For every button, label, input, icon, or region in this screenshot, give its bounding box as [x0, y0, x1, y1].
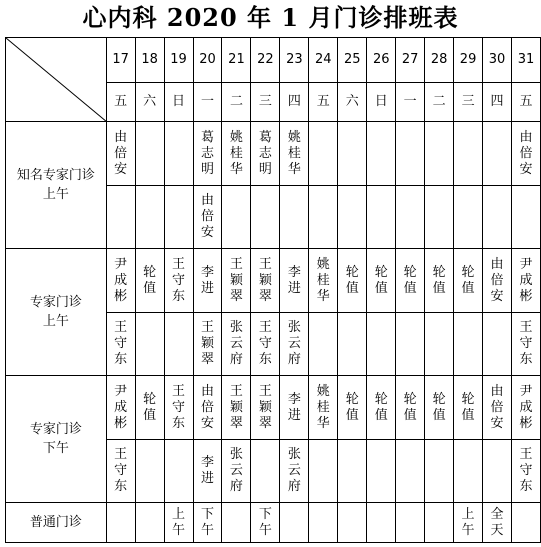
- schedule-cell: [193, 122, 222, 186]
- schedule-row: [6, 503, 541, 543]
- schedule-cell: [164, 122, 193, 186]
- schedule-cell: [483, 249, 512, 313]
- schedule-cell: [135, 249, 164, 313]
- weekday-cell: 日: [367, 83, 396, 122]
- schedule-cell: [222, 313, 251, 376]
- schedule-cell: [309, 313, 338, 376]
- date-cell: 21: [222, 38, 251, 83]
- doctor-name: 王颖翠: [258, 383, 272, 431]
- schedule-cell: [135, 440, 164, 503]
- schedule-cell: [222, 249, 251, 313]
- schedule-cell: [280, 503, 309, 543]
- doctor-name: 姚桂华: [229, 129, 243, 177]
- doctor-name: 王守东: [519, 320, 533, 367]
- doctor-name: 轮值: [345, 391, 359, 423]
- schedule-cell: [338, 313, 367, 376]
- schedule-cell: [280, 122, 309, 186]
- schedule-cell: [193, 376, 222, 440]
- schedule-cell: [106, 440, 135, 503]
- schedule-cell: [483, 122, 512, 186]
- doctor-name: 轮值: [432, 391, 446, 423]
- section-label: [6, 122, 107, 249]
- schedule-cell: [164, 313, 193, 376]
- doctor-name: 王守东: [519, 447, 533, 494]
- schedule-cell: [309, 440, 338, 503]
- schedule-cell: [396, 122, 425, 186]
- schedule-cell: [164, 249, 193, 313]
- doctor-name: 由倍安: [200, 193, 214, 240]
- schedule-cell: [367, 186, 396, 249]
- schedule-cell: [483, 376, 512, 440]
- schedule-cell: [251, 440, 280, 503]
- schedule-cell: [193, 440, 222, 503]
- weekday-cell: 六: [338, 83, 367, 122]
- section-label-line1: 知名专家门诊: [16, 168, 95, 183]
- schedule-cell: [135, 503, 164, 543]
- schedule-cell: [454, 313, 483, 376]
- doctor-name: 李进: [287, 264, 301, 296]
- schedule-cell: [425, 503, 454, 543]
- doctor-name: 王颖翠: [258, 256, 272, 304]
- schedule-cell: [454, 376, 483, 440]
- weekday-cell: 二: [425, 83, 454, 122]
- schedule-cell: [396, 313, 425, 376]
- schedule-cell: [483, 313, 512, 376]
- schedule-cell: [280, 249, 309, 313]
- schedule-cell: [483, 440, 512, 503]
- diagonal-line: [6, 38, 107, 122]
- schedule-cell: [483, 503, 512, 543]
- schedule-cell: [222, 376, 251, 440]
- schedule-cell: [106, 249, 135, 313]
- doctor-name: 葛志明: [258, 129, 272, 177]
- weekday-cell: 四: [280, 83, 309, 122]
- date-cell: 30: [483, 38, 512, 83]
- schedule-cell: [193, 503, 222, 543]
- schedule-cell: [309, 376, 338, 440]
- weekday-cell: 六: [135, 83, 164, 122]
- schedule-cell: [222, 186, 251, 249]
- schedule-cell: [193, 313, 222, 376]
- schedule-cell: [454, 440, 483, 503]
- doctor-name: 由倍安: [490, 256, 504, 304]
- doctor-name: 下午: [200, 506, 214, 538]
- schedule-cell: [280, 440, 309, 503]
- schedule-cell: [222, 122, 251, 186]
- schedule-table: [5, 37, 541, 543]
- doctor-name: 尹成彬: [519, 383, 533, 431]
- date-cell: 19: [164, 38, 193, 83]
- schedule-cell: [396, 249, 425, 313]
- date-cell: 25: [338, 38, 367, 83]
- schedule-cell: [367, 313, 396, 376]
- date-cell: 17: [106, 38, 135, 83]
- schedule-cell: [164, 186, 193, 249]
- doctor-name: 上午: [172, 506, 186, 538]
- weekday-cell: 三: [454, 83, 483, 122]
- schedule-cell: [338, 503, 367, 543]
- doctor-name: 轮值: [461, 264, 475, 296]
- doctor-name: 轮值: [403, 264, 417, 296]
- date-cell: 27: [396, 38, 425, 83]
- schedule-cell: [454, 186, 483, 249]
- doctor-name: 下午: [258, 506, 272, 538]
- doctor-name: 轮值: [374, 391, 388, 423]
- schedule-cell: [135, 376, 164, 440]
- doctor-name: 姚桂华: [316, 256, 330, 304]
- schedule-cell: [512, 313, 541, 376]
- date-cell: 28: [425, 38, 454, 83]
- schedule-cell: [164, 503, 193, 543]
- page-title: 心内科 2020 年 1 月门诊排班表: [82, 3, 459, 32]
- schedule-cell: [425, 440, 454, 503]
- section-label: [6, 249, 107, 376]
- doctor-name: 葛志明: [200, 129, 214, 177]
- weekday-cell: 五: [512, 83, 541, 122]
- schedule-row: [6, 122, 541, 186]
- schedule-cell: [106, 376, 135, 440]
- schedule-cell: [338, 440, 367, 503]
- date-cell: 26: [367, 38, 396, 83]
- doctor-name: 轮值: [143, 264, 157, 296]
- schedule-cell: [367, 440, 396, 503]
- doctor-name: 李进: [200, 264, 214, 296]
- schedule-cell: [396, 440, 425, 503]
- doctor-name: 轮值: [461, 391, 475, 423]
- date-cell: 20: [193, 38, 222, 83]
- section-label-line1: 普通门诊: [29, 515, 82, 530]
- schedule-cell: [338, 186, 367, 249]
- schedule-cell: [425, 122, 454, 186]
- weekday-cell: 一: [193, 83, 222, 122]
- doctor-name: 王守东: [114, 447, 128, 494]
- doctor-name: 轮值: [345, 264, 359, 296]
- doctor-name: 王守东: [258, 320, 272, 367]
- schedule-cell: [280, 186, 309, 249]
- schedule-cell: [164, 440, 193, 503]
- section-label-line1: 专家门诊: [29, 295, 82, 310]
- schedule-cell: [425, 249, 454, 313]
- schedule-cell: [135, 313, 164, 376]
- doctor-name: 张云府: [287, 447, 301, 494]
- weekday-cell: 五: [106, 83, 135, 122]
- doctor-name: 王守东: [114, 320, 128, 367]
- schedule-cell: [512, 122, 541, 186]
- date-cell: 23: [280, 38, 309, 83]
- doctor-name: 尹成彬: [114, 383, 128, 431]
- schedule-cell: [106, 313, 135, 376]
- schedule-cell: [338, 376, 367, 440]
- doctor-name: 李进: [200, 455, 214, 486]
- schedule-cell: [193, 249, 222, 313]
- section-label: [6, 503, 107, 543]
- doctor-name: 轮值: [143, 391, 157, 423]
- schedule-cell: [280, 313, 309, 376]
- schedule-cell: [251, 376, 280, 440]
- weekday-cell: 五: [309, 83, 338, 122]
- section-label-line1: 专家门诊: [29, 422, 82, 437]
- schedule-cell: [309, 503, 338, 543]
- doctor-name: 全天: [490, 506, 504, 538]
- schedule-cell: [512, 249, 541, 313]
- date-row: [6, 38, 541, 83]
- schedule-cell: [367, 376, 396, 440]
- schedule-cell: [251, 186, 280, 249]
- doctor-name: 上午: [461, 506, 475, 538]
- schedule-cell: [396, 376, 425, 440]
- doctor-name: 张云府: [287, 320, 301, 367]
- doctor-name: 由倍安: [200, 383, 214, 431]
- schedule-cell: [338, 249, 367, 313]
- weekday-cell: 日: [164, 83, 193, 122]
- section-label-line2: 上午: [42, 314, 69, 329]
- schedule-cell: [367, 249, 396, 313]
- schedule-cell: [222, 440, 251, 503]
- schedule-cell: [251, 249, 280, 313]
- schedule-cell: [280, 376, 309, 440]
- schedule-cell: [309, 122, 338, 186]
- doctor-name: 张云府: [229, 320, 243, 367]
- schedule-cell: [309, 186, 338, 249]
- doctor-name: 王守东: [172, 383, 186, 431]
- schedule-cell: [425, 186, 454, 249]
- schedule-cell: [483, 186, 512, 249]
- doctor-name: 李进: [287, 391, 301, 423]
- schedule-cell: [106, 186, 135, 249]
- schedule-cell: [425, 313, 454, 376]
- doctor-name: 王颖翠: [229, 383, 243, 431]
- schedule-row: [6, 249, 541, 313]
- doctor-name: 轮值: [374, 264, 388, 296]
- schedule-row: [6, 376, 541, 440]
- doctor-name: 尹成彬: [114, 256, 128, 304]
- doctor-name: 轮值: [432, 264, 446, 296]
- schedule-cell: [222, 503, 251, 543]
- date-cell: 24: [309, 38, 338, 83]
- weekday-cell: 三: [251, 83, 280, 122]
- weekday-cell: 四: [483, 83, 512, 122]
- schedule-cell: [251, 503, 280, 543]
- schedule-cell: [425, 376, 454, 440]
- section-label: [6, 376, 107, 503]
- schedule-cell: [512, 376, 541, 440]
- schedule-cell: [338, 122, 367, 186]
- schedule-cell: [454, 122, 483, 186]
- doctor-name: 由倍安: [519, 129, 533, 177]
- doctor-name: 尹成彬: [519, 256, 533, 304]
- schedule-cell: [135, 122, 164, 186]
- schedule-cell: [251, 122, 280, 186]
- schedule-cell: [454, 503, 483, 543]
- doctor-name: 王守东: [172, 256, 186, 304]
- doctor-name: 轮值: [403, 391, 417, 423]
- schedule-cell: [396, 503, 425, 543]
- schedule-cell: [106, 503, 135, 543]
- schedule-cell: [512, 186, 541, 249]
- doctor-name: 由倍安: [114, 129, 128, 177]
- schedule-cell: [309, 249, 338, 313]
- doctor-name: 由倍安: [490, 383, 504, 431]
- date-cell: 31: [512, 38, 541, 83]
- schedule-cell: [193, 186, 222, 249]
- doctor-name: 姚桂华: [287, 129, 301, 177]
- date-cell: 29: [454, 38, 483, 83]
- schedule-cell: [512, 503, 541, 543]
- schedule-cell: [106, 122, 135, 186]
- header-corner: [6, 38, 107, 122]
- date-cell: 18: [135, 38, 164, 83]
- weekday-cell: 一: [396, 83, 425, 122]
- date-cell: 22: [251, 38, 280, 83]
- section-label-line2: 下午: [42, 441, 69, 456]
- schedule-cell: [396, 186, 425, 249]
- schedule-cell: [367, 122, 396, 186]
- section-label-line2: 上午: [42, 187, 69, 202]
- doctor-name: 姚桂华: [316, 383, 330, 431]
- schedule-cell: [251, 313, 280, 376]
- doctor-name: 王颖翠: [229, 256, 243, 304]
- schedule-cell: [367, 503, 396, 543]
- doctor-name: 张云府: [229, 447, 243, 494]
- weekday-cell: 二: [222, 83, 251, 122]
- doctor-name: 王颖翠: [200, 320, 214, 367]
- schedule-cell: [512, 440, 541, 503]
- schedule-cell: [135, 186, 164, 249]
- schedule-cell: [164, 376, 193, 440]
- schedule-cell: [454, 249, 483, 313]
